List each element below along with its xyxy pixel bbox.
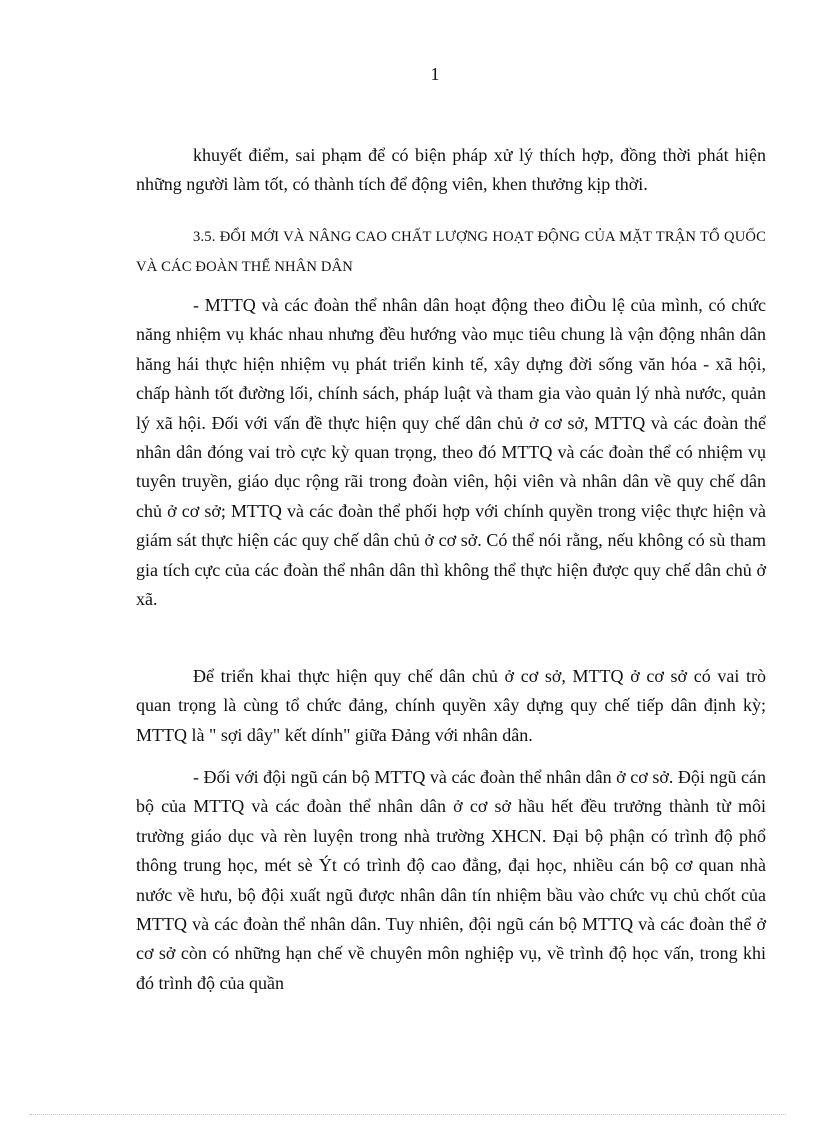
intro-paragraph-block (136, 141, 766, 200)
page-bottom-divider (30, 1114, 786, 1115)
body-paragraph: - MTTQ và các đoàn thể nhân dân hoạt động theo điÒu lệ của mình, có chức năng nhiệm vụ khác nhau nhưng đều hướng vào mục tiêu chung là vận động nhân dân hăng hái thực hiện nhiệm vụ phát triển kinh tế, xây dựng đời sống văn hóa - xã hội, chấp hành tốt đường lối, chính sách, pháp luật và tham gia vào quản lý nhà nước, quản lý xã hội. Đối với vấn đề thực hiện quy chế dân chủ ở cơ sở, MTTQ và các đoàn thể nhân dân đóng vai trò cực kỳ quan trọng, theo đó MTTQ và các đoàn thể có nhiệm vụ tuyên truyền, giáo dục rộng rãi trong đoàn viên, hội viên và nhân dân về quy chế dân chủ ở cơ sở; MTTQ và các đoàn thể phối hợp với chính quyền trong việc thực hiện và giám sát thực hiện các quy chế dân chủ ở cơ sở. Có thể nói rằng, nếu không có sù tham gia tích cực của các đoàn thể nhân dân thì không thể thực hiện được quy chế dân chủ ở xã. (136, 295, 766, 610)
page-number: 1 (430, 64, 440, 84)
intro-paragraph: khuyết điểm, sai phạm để có biện pháp xử lý thích hợp, đồng thời phát hiện những người làm tốt, có thành tích để động viên, khen thưởng kịp thời. (136, 145, 766, 195)
body-paragraph-3-block (136, 763, 766, 998)
body-paragraph-2-block (136, 662, 766, 750)
section-heading: 3.5. ĐỔI MỚI VÀ NÂNG CAO CHẤT LƯỢNG HOẠT ĐỘNG CỦA MẶT TRẬN TỔ QUỐC VÀ CÁC ĐOÀN THỂ NHÂN DÂN (136, 229, 766, 275)
body-paragraph: Để triển khai thực hiện quy chế dân chủ ở cơ sở, MTTQ ở cơ sở có vai trò quan trọng là cùng tổ chức đảng, chính quyền xây dựng quy chế tiếp dân định kỳ; MTTQ là " sợi dây" kết dính" giữa Đảng với nhân dân. (136, 666, 766, 745)
body-paragraph-1-block (136, 291, 766, 614)
body-paragraph: - Đối với đội ngũ cán bộ MTTQ và các đoàn thể nhân dân ở cơ sở. Đội ngũ cán bộ của MTTQ và các đoàn thể nhân dân ở cơ sở hầu hết đều trưởng thành từ môi trường giáo dục và rèn luyện trong nhà trường XHCN. Đại bộ phận có trình độ phổ thông trung học, mét sè Ýt có trình độ cao đẳng, đại học, nhiều cán bộ cơ quan nhà nước về hưu, bộ đội xuất ngũ được nhân dân tín nhiệm bầu vào chức vụ chủ chốt của MTTQ và các đoàn thể nhân dân. Tuy nhiên, đội ngũ cán bộ MTTQ và các đoàn thể ở cơ sở còn có những hạn chế về chuyên môn nghiệp vụ, về trình độ học vấn, trong khi đó trình độ của quần (136, 767, 766, 993)
section-heading-block (136, 222, 766, 282)
